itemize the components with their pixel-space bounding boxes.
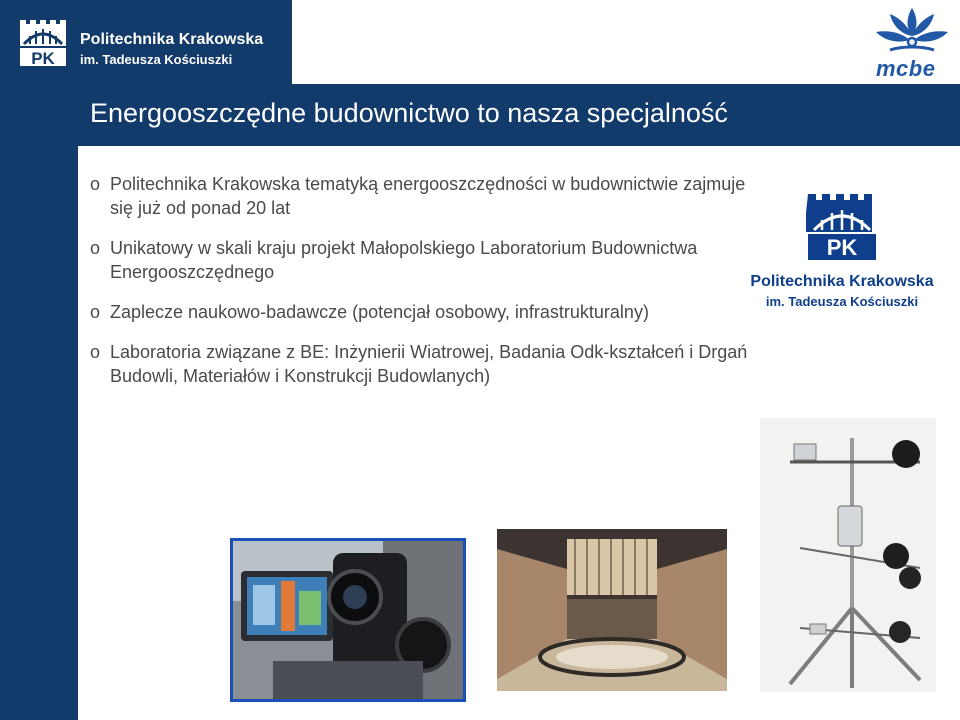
pk-emblem-icon	[806, 192, 878, 262]
title-band	[78, 84, 960, 146]
building-model-photo	[497, 529, 727, 691]
anemometer-tripod-photo	[760, 418, 936, 692]
side-logo-line2: im. Tadeusza Kościuszki	[765, 294, 919, 309]
thermal-camera-photo	[230, 538, 466, 702]
side-university-logo	[732, 192, 952, 314]
bullet-marker: o	[90, 302, 101, 322]
bullet-text: Unikatowy w skali kraju projekt Małopolskiego Laboratorium Budownictwa Energooszczędnego	[110, 238, 698, 282]
bullet-item	[90, 340, 770, 388]
bullet-list	[90, 172, 770, 404]
bullet-text: Politechnika Krakowska tematyką energooszczędności w budownictwie zajmuje się już od ponad 20 lat	[110, 174, 746, 218]
left-sidebar-bar	[0, 0, 78, 720]
emblem-letters: PK	[826, 235, 858, 260]
bullet-marker: o	[90, 238, 101, 258]
emblem-letters: PK	[31, 49, 55, 68]
slide-title: Energooszczędne budownictwo to nasza specjalność	[90, 98, 728, 128]
pk-emblem-icon	[16, 14, 70, 70]
mcbe-wordmark: mcbe	[876, 56, 936, 81]
mcbe-logo	[870, 4, 954, 80]
side-logo-line1: Politechnika Krakowska	[750, 273, 934, 290]
bullet-text: Zaplecze naukowo-badawcze (potencjał osobowy, infrastrukturalny)	[110, 302, 649, 322]
header-logo-block	[0, 0, 292, 84]
bullet-item	[90, 236, 770, 284]
org-name-line1: Politechnika Krakowska	[80, 31, 264, 48]
bullet-marker: o	[90, 342, 101, 362]
bullet-item	[90, 300, 770, 324]
bullet-text: Laboratoria związane z BE: Inżynierii Wiatrowej, Badania Odk-kształceń i Drgań Budowli, Materiałów i Konstrukcji Budowlanych)	[110, 342, 748, 386]
lotus-icon	[870, 4, 954, 58]
bullet-item	[90, 172, 770, 220]
bullet-marker: o	[90, 174, 101, 194]
org-name-line2: im. Tadeusza Kościuszki	[80, 52, 233, 67]
